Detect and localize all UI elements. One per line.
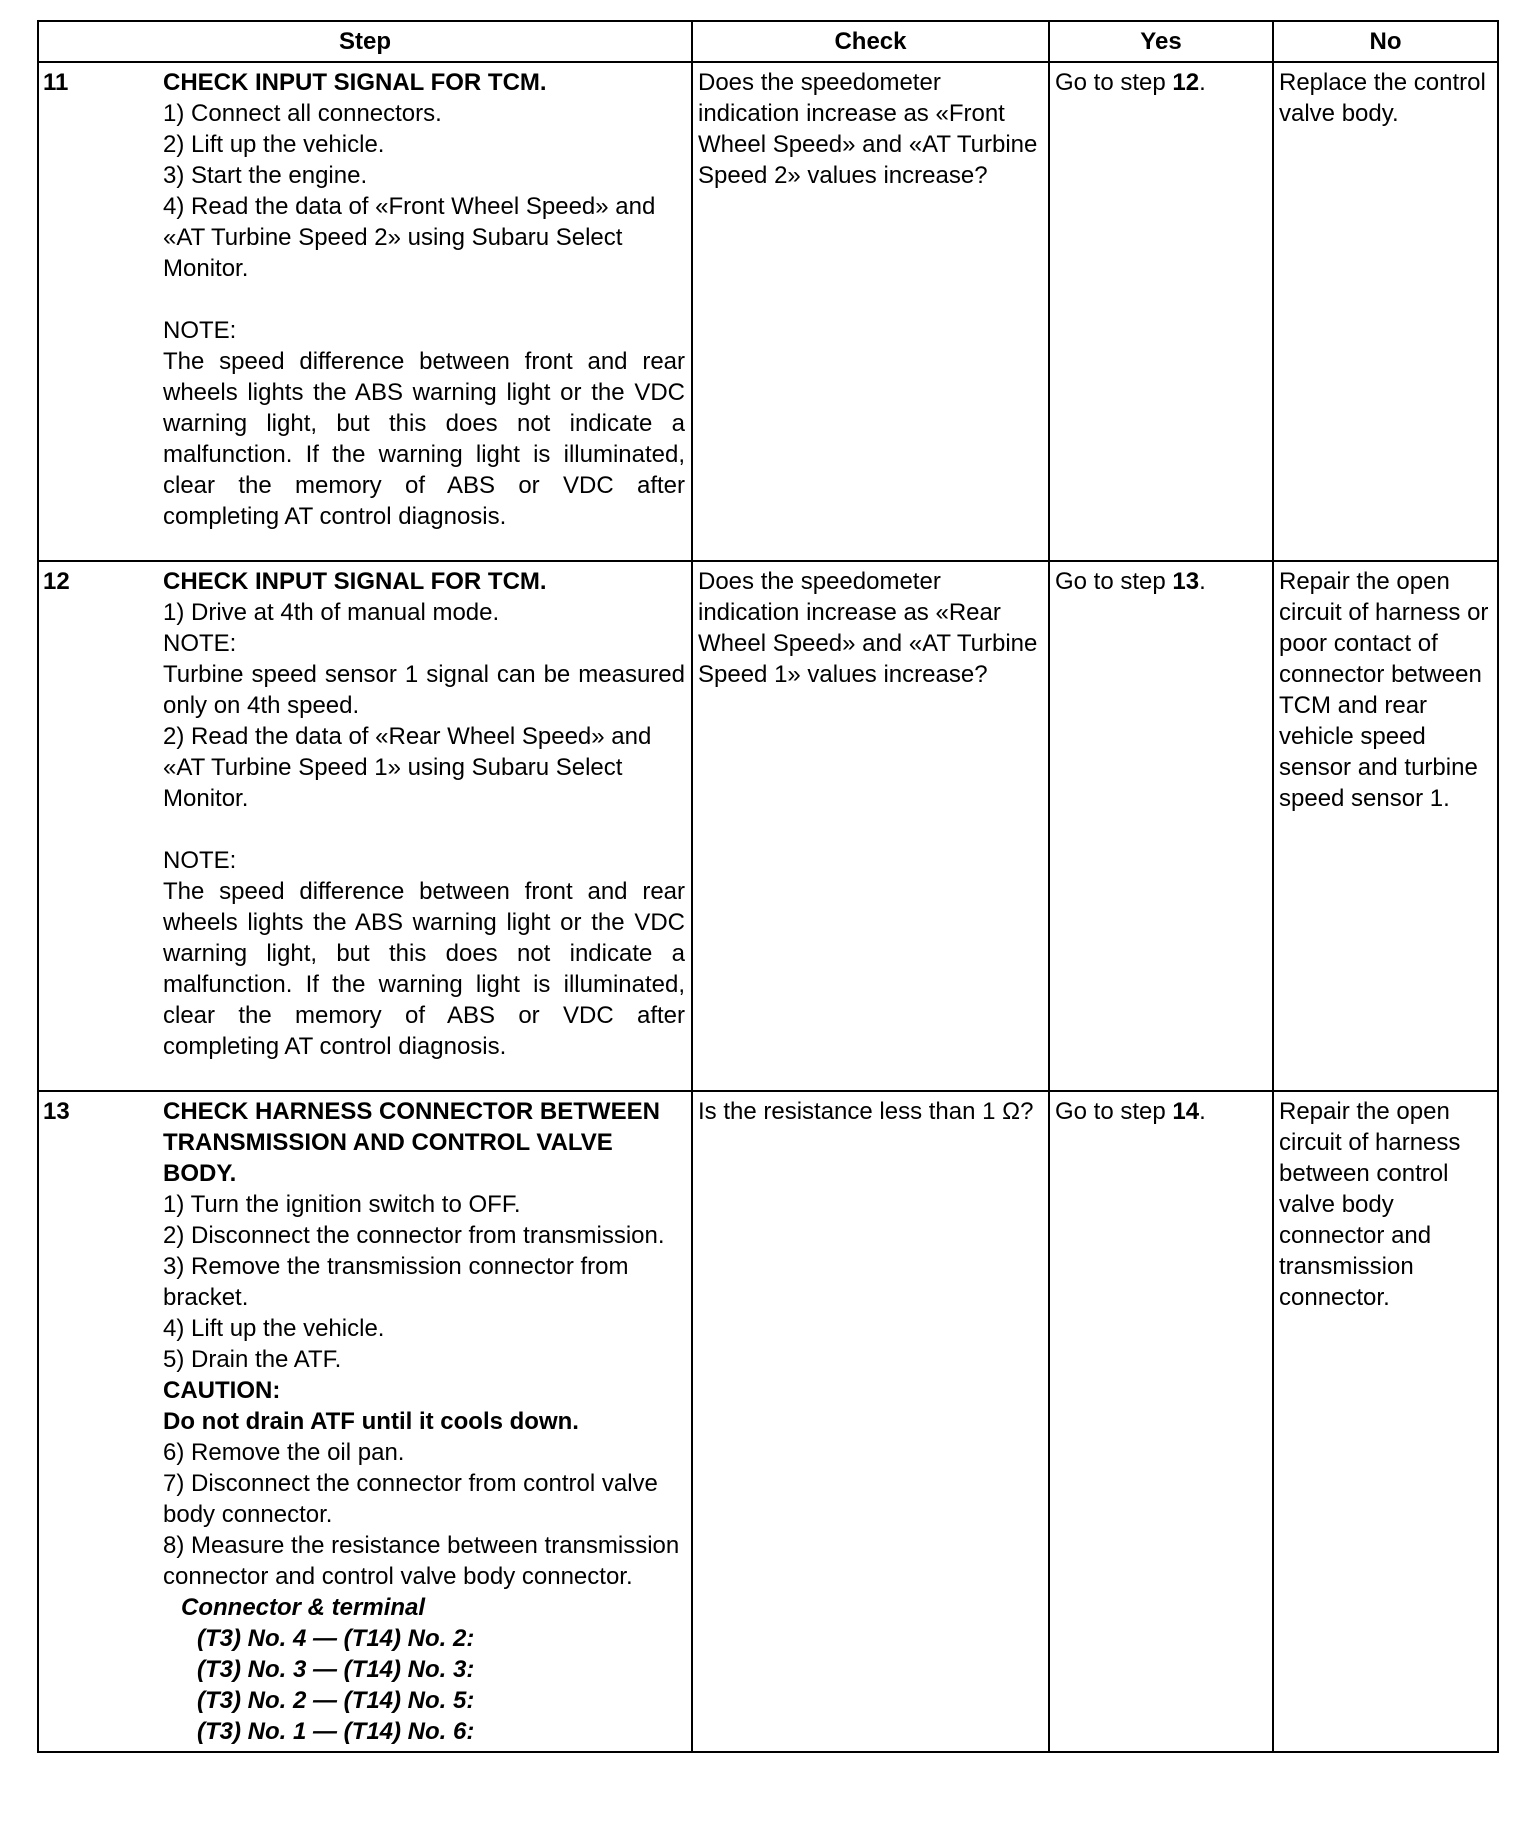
caution-label: CAUTION:: [163, 1377, 281, 1404]
step-line: 1) Turn the ignition switch to OFF.: [163, 1191, 521, 1218]
yes-prefix: Go to step: [1055, 1098, 1173, 1125]
table-row-step-13: [38, 1091, 1498, 1752]
step-line: 1) Drive at 4th of manual mode.: [163, 599, 500, 626]
step-line: 8) Measure the resistance between transmission connector and control valve body connector.: [163, 1532, 680, 1590]
step-line: 2) Lift up the vehicle.: [163, 131, 385, 158]
yes-suffix: .: [1199, 568, 1206, 595]
table-row-step-11: [38, 62, 1498, 561]
step-cell: [38, 1091, 692, 1752]
check-cell: Does the speedometer indication increase as «Front Wheel Speed» and «AT Turbine Speed 2» values increase?: [692, 62, 1049, 561]
table-row-step-12: [38, 561, 1498, 1091]
header-no: No: [1273, 21, 1498, 62]
check-cell: Is the resistance less than 1 Ω?: [692, 1091, 1049, 1752]
yes-cell: [1049, 62, 1273, 561]
terminal-pair: (T3) No. 2 — (T14) No. 5:: [197, 1687, 475, 1714]
note-text: The speed difference between front and rear wheels lights the ABS warning light or the VDC warning light, but this does not indicate a malfunction. If the warning light is illuminated, clear the memory of ABS or VDC after completing AT control diagnosis.: [163, 878, 685, 1060]
header-step: Step: [38, 21, 692, 62]
step-cell: [38, 62, 692, 561]
note-text: Turbine speed sensor 1 signal can be measured only on 4th speed.: [163, 661, 685, 719]
note-text: The speed difference between front and rear wheels lights the ABS warning light or the VDC warning light, but this does not indicate a malfunction. If the warning light is illuminated, clear the memory of ABS or VDC after completing AT control diagnosis.: [163, 348, 685, 530]
step-title: CHECK INPUT SIGNAL FOR TCM.: [163, 69, 547, 96]
yes-step-ref: 14: [1172, 1098, 1200, 1125]
yes-prefix: Go to step: [1055, 568, 1173, 595]
yes-cell: [1049, 561, 1273, 1091]
header-check: Check: [692, 21, 1049, 62]
step-line: 6) Remove the oil pan.: [163, 1439, 405, 1466]
caution-text: Do not drain ATF until it cools down.: [163, 1408, 579, 1435]
note-label: NOTE:: [163, 847, 237, 874]
step-body: [163, 562, 691, 1090]
step-body: [163, 63, 691, 560]
step-line: 7) Disconnect the connector from control valve body connector.: [163, 1470, 658, 1528]
step-number: 13: [43, 1098, 70, 1125]
step-title: CHECK INPUT SIGNAL FOR TCM.: [163, 568, 547, 595]
step-line: 2) Disconnect the connector from transmission.: [163, 1222, 665, 1249]
step-line: 3) Start the engine.: [163, 162, 368, 189]
step-line: 4) Read the data of «Front Wheel Speed» and «AT Turbine Speed 2» using Subaru Select Monitor.: [163, 193, 656, 282]
yes-suffix: .: [1199, 1098, 1206, 1125]
note-label: NOTE:: [163, 317, 237, 344]
step-line: 1) Connect all connectors.: [163, 100, 442, 127]
yes-cell: [1049, 1091, 1273, 1752]
step-title: CHECK HARNESS CONNECTOR BETWEEN TRANSMISSION AND CONTROL VALVE BODY.: [163, 1098, 660, 1187]
step-line: 3) Remove the transmission connector from bracket.: [163, 1253, 629, 1311]
note-label: NOTE:: [163, 630, 237, 657]
header-yes: Yes: [1049, 21, 1273, 62]
yes-step-ref: 13: [1172, 568, 1200, 595]
yes-suffix: .: [1199, 69, 1206, 96]
diagnostic-table: [37, 20, 1499, 1753]
header-row: [38, 21, 1498, 62]
terminal-pair: (T3) No. 3 — (T14) No. 3:: [197, 1656, 475, 1683]
step-line: 2) Read the data of «Rear Wheel Speed» and «AT Turbine Speed 1» using Subaru Select Monitor.: [163, 723, 652, 812]
step-number: 12: [43, 568, 70, 595]
step-cell: [38, 561, 692, 1091]
step-body: [163, 1092, 691, 1751]
no-cell: Replace the control valve body.: [1273, 62, 1498, 561]
yes-step-ref: 12: [1172, 69, 1200, 96]
terminal-pair: (T3) No. 4 — (T14) No. 2:: [197, 1625, 475, 1652]
check-cell: Does the speedometer indication increase as «Rear Wheel Speed» and «AT Turbine Speed 1» values increase?: [692, 561, 1049, 1091]
terminal-pair: (T3) No. 1 — (T14) No. 6:: [197, 1718, 475, 1745]
yes-prefix: Go to step: [1055, 69, 1173, 96]
no-cell: Repair the open circuit of harness between control valve body connector and transmission connector.: [1273, 1091, 1498, 1752]
step-line: 4) Lift up the vehicle.: [163, 1315, 385, 1342]
step-number: 11: [43, 69, 69, 96]
step-line: 5) Drain the ATF.: [163, 1346, 342, 1373]
no-cell: Repair the open circuit of harness or poor contact of connector between TCM and rear vehicle speed sensor and turbine speed sensor 1.: [1273, 561, 1498, 1091]
connector-terminal-label: Connector & terminal: [181, 1594, 426, 1621]
